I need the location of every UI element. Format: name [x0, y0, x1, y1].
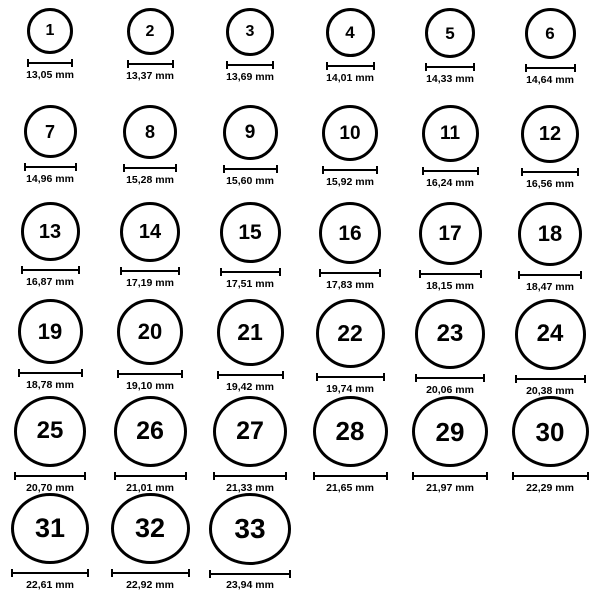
- diameter-measure-bar: [111, 569, 190, 576]
- measure-tick-right: [379, 269, 381, 277]
- ring-size-cell: [400, 105, 500, 202]
- measure-tick-left: [27, 59, 29, 67]
- diameter-value: 23,94 mm: [226, 578, 274, 591]
- ring-size-cell: [300, 299, 400, 396]
- diameter-measure-bar: [419, 270, 482, 278]
- ring-size-cell: [400, 202, 500, 299]
- diameter-measure-bar: [226, 61, 274, 69]
- diameter-value: 14,33 mm: [426, 73, 474, 85]
- measure-line: [515, 378, 586, 380]
- measure-tick-right: [279, 268, 281, 276]
- ring-circle: [11, 493, 89, 564]
- measure-line: [14, 475, 86, 477]
- ring-size-cell: [500, 299, 600, 396]
- measure-line: [209, 573, 291, 575]
- ring-size-cell: [100, 105, 200, 202]
- measure-tick-right: [577, 168, 579, 176]
- measure-line: [326, 65, 375, 67]
- measure-tick-right: [386, 472, 388, 480]
- measure-tick-right: [81, 369, 83, 377]
- measure-tick-left: [316, 373, 318, 381]
- ring-size-cell: [100, 8, 200, 105]
- measure-tick-left: [24, 163, 26, 171]
- ring-size-number: 3: [245, 23, 255, 40]
- diameter-value: 21,65 mm: [326, 481, 374, 494]
- measure-line: [525, 67, 576, 69]
- measure-tick-left: [412, 472, 414, 480]
- ring-size-cell: [200, 396, 300, 493]
- diameter-measure-bar: [319, 269, 381, 277]
- ring-circle: [425, 8, 475, 58]
- diameter-measure-bar: [18, 369, 83, 377]
- diameter-measure-bar: [117, 370, 183, 378]
- measure-tick-left: [515, 375, 517, 383]
- measure-line: [21, 269, 80, 271]
- diameter-value: 13,37 mm: [126, 70, 174, 82]
- measure-line: [316, 376, 385, 378]
- ring-circle: [525, 8, 576, 59]
- ring-size-cell: [0, 105, 100, 202]
- measure-line: [415, 377, 485, 379]
- diameter-value: 22,29 mm: [526, 481, 574, 494]
- ring-size-cell: [100, 299, 200, 396]
- diameter-measure-bar: [24, 163, 77, 171]
- measure-tick-right: [282, 371, 284, 379]
- ring-size-cell: [400, 8, 500, 105]
- measure-tick-right: [71, 59, 73, 67]
- diameter-measure-bar: [217, 371, 284, 379]
- diameter-value: 21,33 mm: [226, 481, 274, 494]
- ring-size-number: 29: [435, 416, 465, 447]
- ring-circle: [223, 105, 278, 160]
- ring-size-cell: [300, 105, 400, 202]
- measure-line: [217, 374, 284, 376]
- measure-tick-left: [223, 165, 225, 173]
- ring-size-cell: [500, 105, 600, 202]
- diameter-measure-bar: [27, 59, 73, 67]
- measure-tick-right: [383, 373, 385, 381]
- diameter-value: 20,06 mm: [426, 384, 474, 396]
- diameter-measure-bar: [14, 472, 86, 480]
- measure-tick-left: [419, 270, 421, 278]
- measure-tick-left: [209, 570, 211, 578]
- diameter-value: 18,15 mm: [426, 280, 474, 292]
- diameter-value: 19,10 mm: [126, 380, 174, 392]
- diameter-value: 21,01 mm: [126, 481, 174, 494]
- ring-circle: [24, 105, 77, 158]
- diameter-measure-bar: [518, 271, 582, 279]
- measure-line: [213, 475, 287, 477]
- ring-circle: [127, 8, 174, 55]
- diameter-measure-bar: [114, 472, 187, 480]
- measure-line: [11, 572, 89, 574]
- measure-line: [111, 572, 190, 574]
- diameter-measure-bar: [521, 168, 579, 176]
- measure-line: [123, 167, 177, 169]
- ring-size-number: 14: [138, 221, 162, 243]
- measure-line: [512, 475, 589, 477]
- ring-size-cell: [400, 299, 500, 396]
- ring-size-cell: [300, 8, 400, 105]
- ring-size-number: 32: [134, 513, 166, 544]
- diameter-value: 20,38 mm: [526, 384, 574, 397]
- ring-size-number: 12: [538, 123, 562, 145]
- measure-tick-right: [172, 60, 174, 68]
- diameter-value: 18,78 mm: [26, 379, 74, 391]
- ring-size-number: 21: [237, 319, 263, 345]
- diameter-measure-bar: [21, 266, 80, 274]
- measure-line: [425, 66, 475, 68]
- ring-size-number: 17: [438, 222, 462, 245]
- measure-line: [226, 64, 274, 66]
- measure-tick-left: [525, 64, 527, 72]
- ring-size-cell: [300, 396, 400, 493]
- ring-circle: [120, 202, 180, 262]
- ring-circle: [518, 202, 582, 266]
- diameter-measure-bar: [515, 375, 586, 383]
- measure-tick-left: [326, 62, 328, 70]
- ring-size-number: 20: [137, 319, 163, 344]
- ring-circle: [313, 396, 388, 467]
- ring-size-cell: [0, 202, 100, 299]
- measure-tick-right: [188, 569, 190, 577]
- measure-tick-right: [480, 270, 482, 278]
- measure-tick-right: [587, 472, 589, 480]
- ring-circle: [521, 105, 579, 163]
- ring-circle: [422, 105, 479, 162]
- diameter-measure-bar: [11, 569, 89, 576]
- ring-size-number: 1: [45, 22, 55, 39]
- ring-circle: [111, 493, 190, 564]
- diameter-value: 13,05 mm: [26, 69, 74, 81]
- ring-size-cell: [500, 396, 600, 493]
- ring-size-number: 19: [37, 318, 63, 344]
- ring-circle: [515, 299, 586, 370]
- ring-size-number: 31: [34, 513, 66, 544]
- diameter-value: 22,61 mm: [26, 578, 74, 591]
- measure-tick-right: [78, 266, 80, 274]
- diameter-value: 18,47 mm: [526, 281, 574, 293]
- diameter-measure-bar: [123, 164, 177, 172]
- diameter-value: 15,60 mm: [226, 175, 274, 187]
- diameter-value: 19,74 mm: [326, 383, 374, 395]
- ring-size-cell: [200, 493, 300, 590]
- measure-tick-left: [117, 370, 119, 378]
- measure-tick-left: [114, 472, 116, 480]
- ring-size-number: 7: [44, 121, 55, 142]
- measure-tick-left: [18, 369, 20, 377]
- ring-size-cell: [0, 396, 100, 493]
- ring-size-cell: [400, 396, 500, 493]
- ring-circle: [14, 396, 86, 467]
- diameter-value: 14,64 mm: [526, 74, 574, 86]
- measure-tick-left: [319, 269, 321, 277]
- ring-size-number: 11: [439, 123, 461, 144]
- measure-tick-left: [120, 267, 122, 275]
- measure-line: [24, 166, 77, 168]
- ring-size-number: 33: [234, 512, 266, 544]
- ring-circle: [18, 299, 83, 364]
- measure-tick-right: [175, 164, 177, 172]
- ring-size-number: 10: [339, 122, 361, 144]
- diameter-value: 22,92 mm: [126, 578, 174, 591]
- measure-tick-left: [521, 168, 523, 176]
- measure-tick-right: [84, 472, 86, 480]
- measure-tick-right: [376, 166, 378, 174]
- ring-size-cell: [300, 202, 400, 299]
- measure-tick-right: [373, 62, 375, 70]
- diameter-value: 13,69 mm: [226, 71, 274, 83]
- measure-tick-right: [483, 374, 485, 382]
- ring-size-number: 15: [238, 221, 262, 244]
- ring-circle: [419, 202, 482, 265]
- diameter-measure-bar: [209, 570, 291, 577]
- measure-tick-right: [75, 163, 77, 171]
- ring-circle: [326, 8, 375, 57]
- ring-circle: [21, 202, 80, 261]
- ring-size-number: 5: [445, 23, 455, 43]
- measure-line: [220, 271, 281, 273]
- measure-line: [518, 274, 582, 276]
- measure-tick-right: [178, 267, 180, 275]
- ring-circle: [209, 493, 291, 565]
- ring-size-cell: [200, 105, 300, 202]
- measure-tick-right: [289, 570, 291, 578]
- diameter-value: 14,01 mm: [326, 72, 374, 84]
- diameter-measure-bar: [322, 166, 378, 174]
- diameter-value: 16,87 mm: [26, 276, 74, 288]
- measure-line: [18, 372, 83, 374]
- ring-size-cell: [200, 299, 300, 396]
- diameter-measure-bar: [220, 268, 281, 276]
- diameter-value: 17,51 mm: [226, 278, 274, 290]
- measure-tick-left: [11, 569, 13, 577]
- ring-size-number: 8: [144, 122, 155, 142]
- measure-line: [27, 62, 73, 64]
- ring-circle: [27, 8, 73, 54]
- measure-tick-left: [123, 164, 125, 172]
- diameter-value: 16,56 mm: [526, 178, 574, 190]
- measure-tick-right: [477, 167, 479, 175]
- diameter-measure-bar: [525, 64, 576, 72]
- diameter-value: 17,83 mm: [326, 279, 374, 291]
- ring-circle: [412, 396, 488, 467]
- measure-tick-right: [185, 472, 187, 480]
- diameter-measure-bar: [415, 374, 485, 382]
- ring-size-number: 28: [335, 416, 365, 447]
- diameter-measure-bar: [422, 167, 479, 175]
- diameter-value: 20,70 mm: [26, 481, 74, 494]
- measure-line: [419, 273, 482, 275]
- measure-line: [422, 170, 479, 172]
- ring-size-number: 22: [337, 320, 363, 346]
- measure-tick-left: [313, 472, 315, 480]
- measure-line: [114, 475, 187, 477]
- measure-tick-right: [486, 472, 488, 480]
- ring-size-number: 30: [535, 416, 565, 447]
- measure-tick-right: [574, 64, 576, 72]
- ring-circle: [322, 105, 378, 161]
- ring-size-cell: [500, 202, 600, 299]
- ring-size-cell: [200, 202, 300, 299]
- diameter-measure-bar: [316, 373, 385, 381]
- ring-size-cell: [100, 396, 200, 493]
- diameter-value: 16,24 mm: [426, 177, 474, 189]
- ring-circle: [316, 299, 385, 368]
- diameter-measure-bar: [127, 60, 174, 68]
- measure-tick-right: [473, 63, 475, 71]
- measure-tick-left: [512, 472, 514, 480]
- measure-tick-right: [584, 375, 586, 383]
- ring-circle: [415, 299, 485, 369]
- ring-circle: [217, 299, 284, 366]
- ring-circle: [117, 299, 183, 365]
- measure-line: [313, 475, 388, 477]
- diameter-measure-bar: [412, 472, 488, 479]
- measure-line: [127, 63, 174, 65]
- ring-circle: [512, 396, 589, 467]
- measure-tick-left: [415, 374, 417, 382]
- ring-size-number: 24: [536, 320, 564, 348]
- ring-circle: [123, 105, 177, 159]
- diameter-value: 15,92 mm: [326, 176, 374, 188]
- measure-line: [412, 475, 488, 477]
- ring-size-number: 25: [36, 417, 64, 445]
- ring-size-cell: [0, 8, 100, 105]
- ring-size-number: 16: [338, 221, 362, 245]
- diameter-value: 14,96 mm: [26, 173, 74, 185]
- measure-line: [521, 171, 579, 173]
- ring-circle: [220, 202, 281, 263]
- measure-tick-right: [285, 472, 287, 480]
- ring-size-number: 4: [345, 23, 355, 42]
- ring-circle: [213, 396, 287, 467]
- measure-tick-right: [87, 569, 89, 577]
- measure-tick-left: [21, 266, 23, 274]
- measure-tick-left: [322, 166, 324, 174]
- ring-size-number: 27: [236, 416, 264, 445]
- ring-size-cell: [100, 493, 200, 590]
- diameter-measure-bar: [120, 267, 180, 275]
- ring-size-cell: [0, 493, 100, 590]
- measure-tick-left: [422, 167, 424, 175]
- ring-size-number: 2: [145, 22, 155, 40]
- diameter-measure-bar: [326, 62, 375, 70]
- measure-line: [319, 272, 381, 274]
- measure-tick-left: [425, 63, 427, 71]
- ring-size-number: 13: [38, 220, 62, 243]
- ring-size-cell: [100, 202, 200, 299]
- diameter-measure-bar: [223, 165, 278, 173]
- measure-line: [322, 169, 378, 171]
- diameter-measure-bar: [425, 63, 475, 71]
- diameter-value: 19,42 mm: [226, 381, 274, 393]
- diameter-value: 15,28 mm: [126, 174, 174, 186]
- measure-tick-left: [127, 60, 129, 68]
- diameter-measure-bar: [313, 472, 388, 480]
- measure-tick-left: [14, 472, 16, 480]
- measure-line: [117, 373, 183, 375]
- ring-size-number: 9: [244, 122, 256, 143]
- diameter-measure-bar: [213, 472, 287, 480]
- ring-circle: [114, 396, 187, 467]
- ring-size-cell: [500, 8, 600, 105]
- ring-size-number: 6: [545, 24, 555, 43]
- measure-tick-left: [518, 271, 520, 279]
- ring-size-number: 26: [136, 416, 164, 445]
- measure-line: [120, 270, 180, 272]
- ring-size-cell: [200, 8, 300, 105]
- measure-tick-left: [217, 371, 219, 379]
- measure-line: [223, 168, 278, 170]
- measure-tick-right: [580, 271, 582, 279]
- measure-tick-right: [181, 370, 183, 378]
- ring-circle: [226, 8, 274, 56]
- measure-tick-left: [111, 569, 113, 577]
- ring-size-cell: [0, 299, 100, 396]
- measure-tick-left: [220, 268, 222, 276]
- ring-circle: [319, 202, 381, 264]
- diameter-measure-bar: [512, 472, 589, 479]
- ring-size-number: 18: [537, 221, 563, 246]
- measure-tick-right: [272, 61, 274, 69]
- diameter-value: 21,97 mm: [426, 481, 474, 494]
- measure-tick-left: [213, 472, 215, 480]
- diameter-value: 17,19 mm: [126, 277, 174, 289]
- measure-tick-right: [276, 165, 278, 173]
- measure-tick-left: [226, 61, 228, 69]
- ring-size-number: 23: [436, 320, 464, 347]
